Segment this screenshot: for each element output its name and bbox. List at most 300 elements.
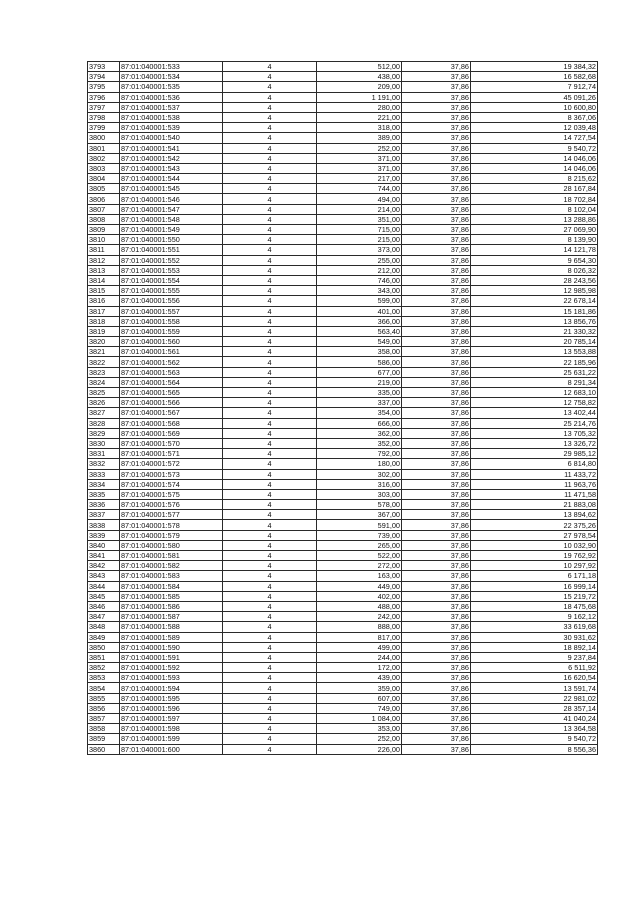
cadastral-number-cell: 87:01:040001:571 [120, 449, 223, 459]
row-number-cell: 3814 [88, 275, 120, 285]
area-cell: 591,00 [317, 520, 402, 530]
table-row [88, 714, 598, 724]
cadastral-value-cell: 8 291,34 [471, 377, 598, 387]
cadastral-value-cell: 8 556,36 [471, 744, 598, 754]
table-row [88, 489, 598, 499]
zone-group-cell: 4 [223, 601, 317, 611]
zone-group-cell: 4 [223, 194, 317, 204]
cadastral-value-cell: 21 330,32 [471, 326, 598, 336]
zone-group-cell: 4 [223, 449, 317, 459]
cadastral-number-cell: 87:01:040001:535 [120, 82, 223, 92]
table-row [88, 123, 598, 133]
zone-group-cell: 4 [223, 388, 317, 398]
area-cell: 353,00 [317, 724, 402, 734]
zone-group-cell: 4 [223, 347, 317, 357]
area-cell: 817,00 [317, 632, 402, 642]
table-row [88, 408, 598, 418]
table-row [88, 388, 598, 398]
table-row [88, 530, 598, 540]
cadastral-number-cell: 87:01:040001:540 [120, 133, 223, 143]
cadastral-value-cell: 13 856,76 [471, 316, 598, 326]
cadastral-number-cell: 87:01:040001:568 [120, 418, 223, 428]
cadastral-value-cell: 9 237,84 [471, 652, 598, 662]
area-cell: 280,00 [317, 102, 402, 112]
row-number-cell: 3815 [88, 286, 120, 296]
cadastral-value-cell: 13 705,32 [471, 428, 598, 438]
cadastral-number-cell: 87:01:040001:600 [120, 744, 223, 754]
zone-group-cell: 4 [223, 673, 317, 683]
zone-group-cell: 4 [223, 510, 317, 520]
area-cell: 172,00 [317, 663, 402, 673]
table-row [88, 174, 598, 184]
specific-value-cell: 37,86 [402, 133, 471, 143]
row-number-cell: 3813 [88, 265, 120, 275]
zone-group-cell: 4 [223, 663, 317, 673]
specific-value-cell: 37,86 [402, 143, 471, 153]
table-row [88, 72, 598, 82]
cadastral-value-cell: 25 631,22 [471, 367, 598, 377]
specific-value-cell: 37,86 [402, 724, 471, 734]
area-cell: 677,00 [317, 367, 402, 377]
specific-value-cell: 37,86 [402, 428, 471, 438]
cadastral-number-cell: 87:01:040001:573 [120, 469, 223, 479]
row-number-cell: 3822 [88, 357, 120, 367]
cadastral-value-cell: 6 814,80 [471, 459, 598, 469]
row-number-cell: 3834 [88, 479, 120, 489]
zone-group-cell: 4 [223, 255, 317, 265]
zone-group-cell: 4 [223, 551, 317, 561]
specific-value-cell: 37,86 [402, 275, 471, 285]
specific-value-cell: 37,86 [402, 581, 471, 591]
zone-group-cell: 4 [223, 489, 317, 499]
area-cell: 438,00 [317, 72, 402, 82]
cadastral-value-cell: 8 026,32 [471, 265, 598, 275]
cadastral-value-cell: 13 894,62 [471, 510, 598, 520]
specific-value-cell: 37,86 [402, 388, 471, 398]
table-row [88, 734, 598, 744]
table-row [88, 418, 598, 428]
table-row [88, 337, 598, 347]
cadastral-value-cell: 20 785,14 [471, 337, 598, 347]
table-row [88, 286, 598, 296]
cadastral-value-cell: 8 102,04 [471, 204, 598, 214]
zone-group-cell: 4 [223, 500, 317, 510]
row-number-cell: 3825 [88, 388, 120, 398]
area-cell: 217,00 [317, 174, 402, 184]
cadastral-value-cell: 9 654,30 [471, 255, 598, 265]
specific-value-cell: 37,86 [402, 551, 471, 561]
cadastral-value-cell: 13 326,72 [471, 438, 598, 448]
area-cell: 367,00 [317, 510, 402, 520]
table-row [88, 652, 598, 662]
cadastral-value-cell: 14 046,06 [471, 163, 598, 173]
cadastral-value-cell: 19 762,92 [471, 551, 598, 561]
area-cell: 272,00 [317, 561, 402, 571]
zone-group-cell: 4 [223, 367, 317, 377]
cadastral-number-cell: 87:01:040001:564 [120, 377, 223, 387]
specific-value-cell: 37,86 [402, 102, 471, 112]
specific-value-cell: 37,86 [402, 306, 471, 316]
zone-group-cell: 4 [223, 744, 317, 754]
cadastral-number-cell: 87:01:040001:534 [120, 72, 223, 82]
specific-value-cell: 37,86 [402, 92, 471, 102]
specific-value-cell: 37,86 [402, 194, 471, 204]
cadastral-value-cell: 27 978,54 [471, 530, 598, 540]
cadastral-value-cell: 21 883,08 [471, 500, 598, 510]
table-row [88, 551, 598, 561]
specific-value-cell: 37,86 [402, 714, 471, 724]
zone-group-cell: 4 [223, 469, 317, 479]
cadastral-value-cell: 29 985,12 [471, 449, 598, 459]
specific-value-cell: 37,86 [402, 479, 471, 489]
row-number-cell: 3833 [88, 469, 120, 479]
area-cell: 335,00 [317, 388, 402, 398]
area-cell: 359,00 [317, 683, 402, 693]
cadastral-number-cell: 87:01:040001:583 [120, 571, 223, 581]
cadastral-value-cell: 12 985,98 [471, 286, 598, 296]
cadastral-number-cell: 87:01:040001:555 [120, 286, 223, 296]
cadastral-number-cell: 87:01:040001:587 [120, 612, 223, 622]
zone-group-cell: 4 [223, 591, 317, 601]
table-row [88, 296, 598, 306]
table-row [88, 184, 598, 194]
area-cell: 337,00 [317, 398, 402, 408]
specific-value-cell: 37,86 [402, 174, 471, 184]
specific-value-cell: 37,86 [402, 520, 471, 530]
cadastral-number-cell: 87:01:040001:567 [120, 408, 223, 418]
cadastral-value-cell: 18 475,68 [471, 601, 598, 611]
cadastral-number-cell: 87:01:040001:578 [120, 520, 223, 530]
table-body [88, 62, 598, 755]
row-number-cell: 3812 [88, 255, 120, 265]
zone-group-cell: 4 [223, 520, 317, 530]
row-number-cell: 3805 [88, 184, 120, 194]
specific-value-cell: 37,86 [402, 377, 471, 387]
cadastral-number-cell: 87:01:040001:536 [120, 92, 223, 102]
zone-group-cell: 4 [223, 693, 317, 703]
row-number-cell: 3796 [88, 92, 120, 102]
table-row [88, 622, 598, 632]
cadastral-number-cell: 87:01:040001:548 [120, 214, 223, 224]
row-number-cell: 3839 [88, 530, 120, 540]
zone-group-cell: 4 [223, 581, 317, 591]
area-cell: 371,00 [317, 163, 402, 173]
row-number-cell: 3837 [88, 510, 120, 520]
row-number-cell: 3806 [88, 194, 120, 204]
row-number-cell: 3829 [88, 428, 120, 438]
area-cell: 343,00 [317, 286, 402, 296]
row-number-cell: 3816 [88, 296, 120, 306]
row-number-cell: 3841 [88, 551, 120, 561]
table-row [88, 133, 598, 143]
zone-group-cell: 4 [223, 540, 317, 550]
area-cell: 739,00 [317, 530, 402, 540]
row-number-cell: 3857 [88, 714, 120, 724]
cadastral-value-cell: 22 375,26 [471, 520, 598, 530]
specific-value-cell: 37,86 [402, 123, 471, 133]
cadastral-value-cell: 11 471,58 [471, 489, 598, 499]
cadastral-value-table [87, 61, 598, 755]
zone-group-cell: 4 [223, 408, 317, 418]
row-number-cell: 3846 [88, 601, 120, 611]
table-row [88, 153, 598, 163]
zone-group-cell: 4 [223, 337, 317, 347]
cadastral-number-cell: 87:01:040001:566 [120, 398, 223, 408]
cadastral-value-cell: 12 683,10 [471, 388, 598, 398]
cadastral-value-cell: 12 758,82 [471, 398, 598, 408]
cadastral-value-cell: 8 139,90 [471, 235, 598, 245]
specific-value-cell: 37,86 [402, 265, 471, 275]
row-number-cell: 3808 [88, 214, 120, 224]
area-cell: 214,00 [317, 204, 402, 214]
area-cell: 358,00 [317, 347, 402, 357]
table-row [88, 326, 598, 336]
row-number-cell: 3802 [88, 153, 120, 163]
specific-value-cell: 37,86 [402, 255, 471, 265]
row-number-cell: 3847 [88, 612, 120, 622]
specific-value-cell: 37,86 [402, 693, 471, 703]
zone-group-cell: 4 [223, 479, 317, 489]
cadastral-number-cell: 87:01:040001:572 [120, 459, 223, 469]
row-number-cell: 3824 [88, 377, 120, 387]
cadastral-value-cell: 9 540,72 [471, 143, 598, 153]
cadastral-number-cell: 87:01:040001:541 [120, 143, 223, 153]
cadastral-number-cell: 87:01:040001:554 [120, 275, 223, 285]
row-number-cell: 3840 [88, 540, 120, 550]
zone-group-cell: 4 [223, 438, 317, 448]
row-number-cell: 3827 [88, 408, 120, 418]
specific-value-cell: 37,86 [402, 153, 471, 163]
cadastral-number-cell: 87:01:040001:542 [120, 153, 223, 163]
cadastral-value-cell: 6 171,18 [471, 571, 598, 581]
specific-value-cell: 37,86 [402, 673, 471, 683]
table-row [88, 540, 598, 550]
cadastral-number-cell: 87:01:040001:552 [120, 255, 223, 265]
area-cell: 354,00 [317, 408, 402, 418]
specific-value-cell: 37,86 [402, 204, 471, 214]
cadastral-number-cell: 87:01:040001:543 [120, 163, 223, 173]
zone-group-cell: 4 [223, 326, 317, 336]
area-cell: 599,00 [317, 296, 402, 306]
row-number-cell: 3838 [88, 520, 120, 530]
area-cell: 888,00 [317, 622, 402, 632]
row-number-cell: 3819 [88, 326, 120, 336]
cadastral-number-cell: 87:01:040001:585 [120, 591, 223, 601]
table-row [88, 225, 598, 235]
cadastral-number-cell: 87:01:040001:539 [120, 123, 223, 133]
cadastral-value-cell: 14 121,78 [471, 245, 598, 255]
cadastral-number-cell: 87:01:040001:537 [120, 102, 223, 112]
cadastral-value-cell: 10 600,80 [471, 102, 598, 112]
specific-value-cell: 37,86 [402, 622, 471, 632]
area-cell: 244,00 [317, 652, 402, 662]
cadastral-value-cell: 10 297,92 [471, 561, 598, 571]
cadastral-number-cell: 87:01:040001:579 [120, 530, 223, 540]
zone-group-cell: 4 [223, 428, 317, 438]
row-number-cell: 3823 [88, 367, 120, 377]
specific-value-cell: 37,86 [402, 82, 471, 92]
area-cell: 255,00 [317, 255, 402, 265]
zone-group-cell: 4 [223, 174, 317, 184]
cadastral-value-cell: 10 032,90 [471, 540, 598, 550]
area-cell: 578,00 [317, 500, 402, 510]
table-row [88, 255, 598, 265]
area-cell: 252,00 [317, 143, 402, 153]
area-cell: 252,00 [317, 734, 402, 744]
table-row [88, 510, 598, 520]
cadastral-number-cell: 87:01:040001:558 [120, 316, 223, 326]
table-row [88, 500, 598, 510]
specific-value-cell: 37,86 [402, 561, 471, 571]
specific-value-cell: 37,86 [402, 225, 471, 235]
area-cell: 389,00 [317, 133, 402, 143]
specific-value-cell: 37,86 [402, 408, 471, 418]
cadastral-number-cell: 87:01:040001:591 [120, 652, 223, 662]
cadastral-value-cell: 28 243,56 [471, 275, 598, 285]
cadastral-value-cell: 9 162,12 [471, 612, 598, 622]
table-row [88, 92, 598, 102]
zone-group-cell: 4 [223, 245, 317, 255]
cadastral-number-cell: 87:01:040001:553 [120, 265, 223, 275]
specific-value-cell: 37,86 [402, 663, 471, 673]
cadastral-number-cell: 87:01:040001:570 [120, 438, 223, 448]
cadastral-value-cell: 27 069,90 [471, 225, 598, 235]
cadastral-value-cell: 33 619,68 [471, 622, 598, 632]
table-row [88, 601, 598, 611]
row-number-cell: 3817 [88, 306, 120, 316]
row-number-cell: 3803 [88, 163, 120, 173]
row-number-cell: 3832 [88, 459, 120, 469]
zone-group-cell: 4 [223, 275, 317, 285]
cadastral-number-cell: 87:01:040001:546 [120, 194, 223, 204]
row-number-cell: 3807 [88, 204, 120, 214]
specific-value-cell: 37,86 [402, 612, 471, 622]
zone-group-cell: 4 [223, 683, 317, 693]
table-row [88, 459, 598, 469]
cadastral-number-cell: 87:01:040001:557 [120, 306, 223, 316]
area-cell: 362,00 [317, 428, 402, 438]
area-cell: 180,00 [317, 459, 402, 469]
row-number-cell: 3843 [88, 571, 120, 581]
row-number-cell: 3797 [88, 102, 120, 112]
table-row [88, 316, 598, 326]
zone-group-cell: 4 [223, 123, 317, 133]
area-cell: 488,00 [317, 601, 402, 611]
table-row [88, 275, 598, 285]
area-cell: 209,00 [317, 82, 402, 92]
zone-group-cell: 4 [223, 734, 317, 744]
specific-value-cell: 37,86 [402, 571, 471, 581]
table-row [88, 561, 598, 571]
cadastral-number-cell: 87:01:040001:577 [120, 510, 223, 520]
cadastral-value-cell: 28 167,84 [471, 184, 598, 194]
cadastral-value-cell: 13 364,58 [471, 724, 598, 734]
area-cell: 265,00 [317, 540, 402, 550]
cadastral-value-cell: 15 219,72 [471, 591, 598, 601]
cadastral-value-cell: 14 046,06 [471, 153, 598, 163]
cadastral-number-cell: 87:01:040001:597 [120, 714, 223, 724]
area-cell: 402,00 [317, 591, 402, 601]
cadastral-value-cell: 28 357,14 [471, 703, 598, 713]
zone-group-cell: 4 [223, 357, 317, 367]
specific-value-cell: 37,86 [402, 418, 471, 428]
area-cell: 522,00 [317, 551, 402, 561]
specific-value-cell: 37,86 [402, 744, 471, 754]
specific-value-cell: 37,86 [402, 326, 471, 336]
zone-group-cell: 4 [223, 316, 317, 326]
table-row [88, 347, 598, 357]
cadastral-value-cell: 45 091,26 [471, 92, 598, 102]
row-number-cell: 3860 [88, 744, 120, 754]
cadastral-value-cell: 13 591,74 [471, 683, 598, 693]
table-row [88, 744, 598, 754]
row-number-cell: 3818 [88, 316, 120, 326]
row-number-cell: 3804 [88, 174, 120, 184]
row-number-cell: 3820 [88, 337, 120, 347]
cadastral-number-cell: 87:01:040001:569 [120, 428, 223, 438]
table-row [88, 571, 598, 581]
row-number-cell: 3799 [88, 123, 120, 133]
cadastral-value-cell: 18 702,84 [471, 194, 598, 204]
cadastral-value-cell: 6 511,92 [471, 663, 598, 673]
area-cell: 318,00 [317, 123, 402, 133]
table-row [88, 102, 598, 112]
zone-group-cell: 4 [223, 632, 317, 642]
table-row [88, 479, 598, 489]
area-cell: 494,00 [317, 194, 402, 204]
specific-value-cell: 37,86 [402, 184, 471, 194]
row-number-cell: 3831 [88, 449, 120, 459]
row-number-cell: 3835 [88, 489, 120, 499]
cadastral-number-cell: 87:01:040001:559 [120, 326, 223, 336]
zone-group-cell: 4 [223, 571, 317, 581]
area-cell: 366,00 [317, 316, 402, 326]
cadastral-value-cell: 25 214,76 [471, 418, 598, 428]
zone-group-cell: 4 [223, 214, 317, 224]
zone-group-cell: 4 [223, 377, 317, 387]
table-row [88, 469, 598, 479]
table-row [88, 724, 598, 734]
row-number-cell: 3853 [88, 673, 120, 683]
table-row [88, 520, 598, 530]
area-cell: 715,00 [317, 225, 402, 235]
row-number-cell: 3830 [88, 438, 120, 448]
cadastral-number-cell: 87:01:040001:594 [120, 683, 223, 693]
cadastral-number-cell: 87:01:040001:599 [120, 734, 223, 744]
table-row [88, 357, 598, 367]
cadastral-value-cell: 22 185,96 [471, 357, 598, 367]
zone-group-cell: 4 [223, 112, 317, 122]
row-number-cell: 3844 [88, 581, 120, 591]
zone-group-cell: 4 [223, 184, 317, 194]
cadastral-number-cell: 87:01:040001:584 [120, 581, 223, 591]
zone-group-cell: 4 [223, 82, 317, 92]
area-cell: 749,00 [317, 703, 402, 713]
zone-group-cell: 4 [223, 418, 317, 428]
zone-group-cell: 4 [223, 724, 317, 734]
area-cell: 499,00 [317, 642, 402, 652]
row-number-cell: 3852 [88, 663, 120, 673]
specific-value-cell: 37,86 [402, 642, 471, 652]
area-cell: 792,00 [317, 449, 402, 459]
specific-value-cell: 37,86 [402, 296, 471, 306]
area-cell: 373,00 [317, 245, 402, 255]
table-row [88, 703, 598, 713]
table-row [88, 265, 598, 275]
area-cell: 212,00 [317, 265, 402, 275]
specific-value-cell: 37,86 [402, 703, 471, 713]
row-number-cell: 3810 [88, 235, 120, 245]
